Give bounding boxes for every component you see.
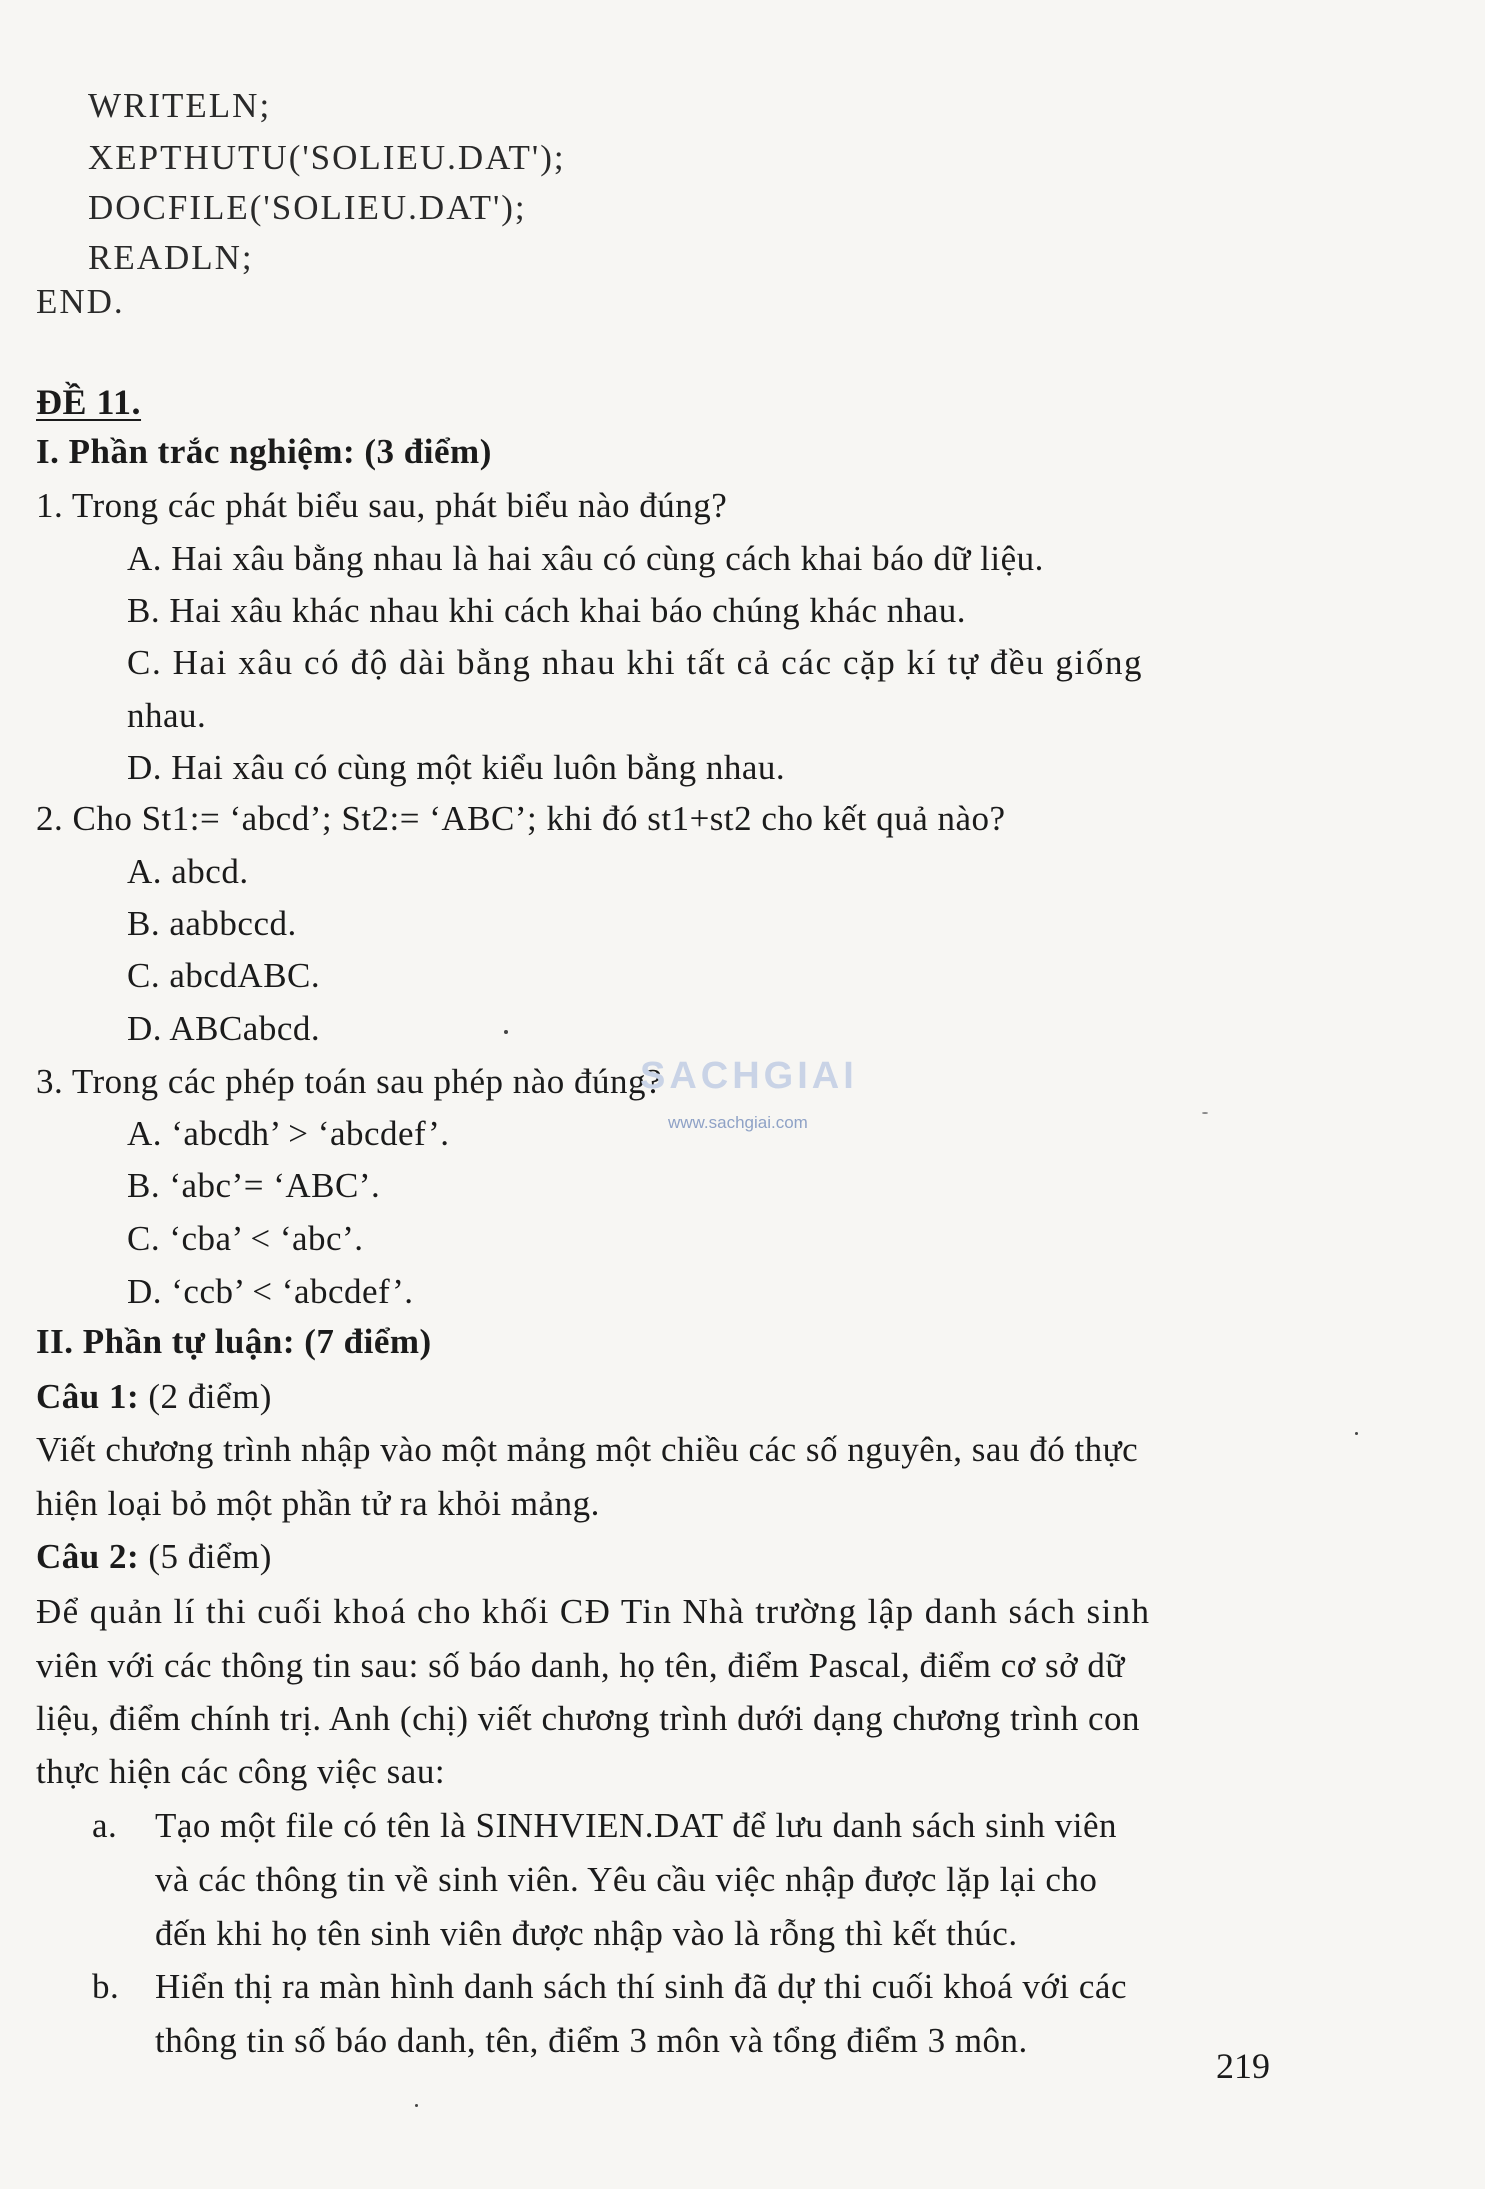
scan-speck <box>1355 1432 1358 1435</box>
watermark-brand: SACHGIAI <box>640 1055 858 1097</box>
q3-option-a: A. ‘abcdh’ > ‘abcdef’. <box>127 1114 450 1153</box>
part1-heading: I. Phần trắc nghiệm: (3 điểm) <box>36 432 492 471</box>
q2-option-b: B. aabbccd. <box>127 904 297 943</box>
watermark-url: www.sachgiai.com <box>668 1113 808 1132</box>
scan-speck <box>1202 1112 1208 1114</box>
q2-option-a: A. abcd. <box>127 852 249 891</box>
q3-option-d: D. ‘ccb’ < ‘abcdef’. <box>127 1272 414 1311</box>
q2-question: 2. Cho St1:= ‘abcd’; St2:= ‘ABC’; khi đó st1+st2 cho kết quả nào? <box>36 799 1006 838</box>
cau1-title <box>36 1375 272 1419</box>
cau2-text: viên với các thông tin sau: số báo danh, họ tên, điểm Pascal, điểm cơ sở dữ <box>36 1646 1125 1685</box>
q3-question: 3. Trong các phép toán sau phép nào đúng? <box>36 1062 663 1101</box>
code-line: END. <box>36 282 125 321</box>
code-line: WRITELN; <box>88 86 272 125</box>
task-a-marker: a. <box>92 1806 118 1845</box>
scan-speck <box>415 2104 418 2107</box>
scan-speck <box>504 1030 508 1034</box>
q1-option-c-cont: nhau. <box>127 696 207 735</box>
q1-option-b: B. Hai xâu khác nhau khi cách khai báo chúng khác nhau. <box>127 591 967 630</box>
cau1-label: Câu 1: <box>36 1377 140 1416</box>
code-line: DOCFILE('SOLIEU.DAT'); <box>88 188 527 227</box>
cau2-points: (5 điểm) <box>139 1537 272 1576</box>
cau2-text: Để quản lí thi cuối khoá cho khối CĐ Tin Nhà trường lập danh sách sinh <box>36 1592 1151 1631</box>
cau1-points: (2 điểm) <box>139 1377 272 1416</box>
q1-option-c: C. Hai xâu có độ dài bằng nhau khi tất cả các cặp kí tự đều giống <box>127 643 1144 682</box>
task-a-text: đến khi họ tên sinh viên được nhập vào là rỗng thì kết thúc. <box>155 1914 1018 1953</box>
q3-option-b: B. ‘abc’= ‘ABC’. <box>127 1166 381 1205</box>
exam-title: ĐỀ 11. <box>36 382 142 422</box>
q1-option-d: D. Hai xâu có cùng một kiểu luôn bằng nhau. <box>127 748 786 787</box>
q1-question: 1. Trong các phát biểu sau, phát biểu nào đúng? <box>36 486 728 525</box>
task-b-text: thông tin số báo danh, tên, điểm 3 môn và tổng điểm 3 môn. <box>155 2021 1028 2060</box>
q1-option-a: A. Hai xâu bằng nhau là hai xâu có cùng cách khai báo dữ liệu. <box>127 539 1044 578</box>
cau2-text: thực hiện các công việc sau: <box>36 1752 446 1791</box>
task-a-text: Tạo một file có tên là SINHVIEN.DAT để lưu danh sách sinh viên <box>155 1806 1118 1845</box>
page-number: 219 <box>1216 2046 1270 2086</box>
cau2-label: Câu 2: <box>36 1537 140 1576</box>
q2-option-d: D. ABCabcd. <box>127 1009 321 1048</box>
cau2-title <box>36 1535 272 1579</box>
cau2-text: liệu, điểm chính trị. Anh (chị) viết chương trình dưới dạng chương trình con <box>36 1699 1140 1738</box>
code-line: XEPTHUTU('SOLIEU.DAT'); <box>88 138 566 177</box>
task-a-text: và các thông tin về sinh viên. Yêu cầu việc nhập được lặp lại cho <box>155 1860 1098 1899</box>
cau1-text: Viết chương trình nhập vào một mảng một chiều các số nguyên, sau đó thực <box>36 1430 1139 1469</box>
sachgiai-watermark <box>640 1055 880 1145</box>
task-b-text: Hiển thị ra màn hình danh sách thí sinh đã dự thi cuối khoá với các <box>155 1967 1128 2006</box>
cau1-text: hiện loại bỏ một phần tử ra khỏi mảng. <box>36 1484 600 1523</box>
q2-option-c: C. abcdABC. <box>127 956 321 995</box>
q3-option-c: C. ‘cba’ < ‘abc’. <box>127 1219 364 1258</box>
part2-heading: II. Phần tự luận: (7 điểm) <box>36 1322 432 1361</box>
task-b-marker: b. <box>92 1967 120 2006</box>
code-line: READLN; <box>88 238 254 277</box>
